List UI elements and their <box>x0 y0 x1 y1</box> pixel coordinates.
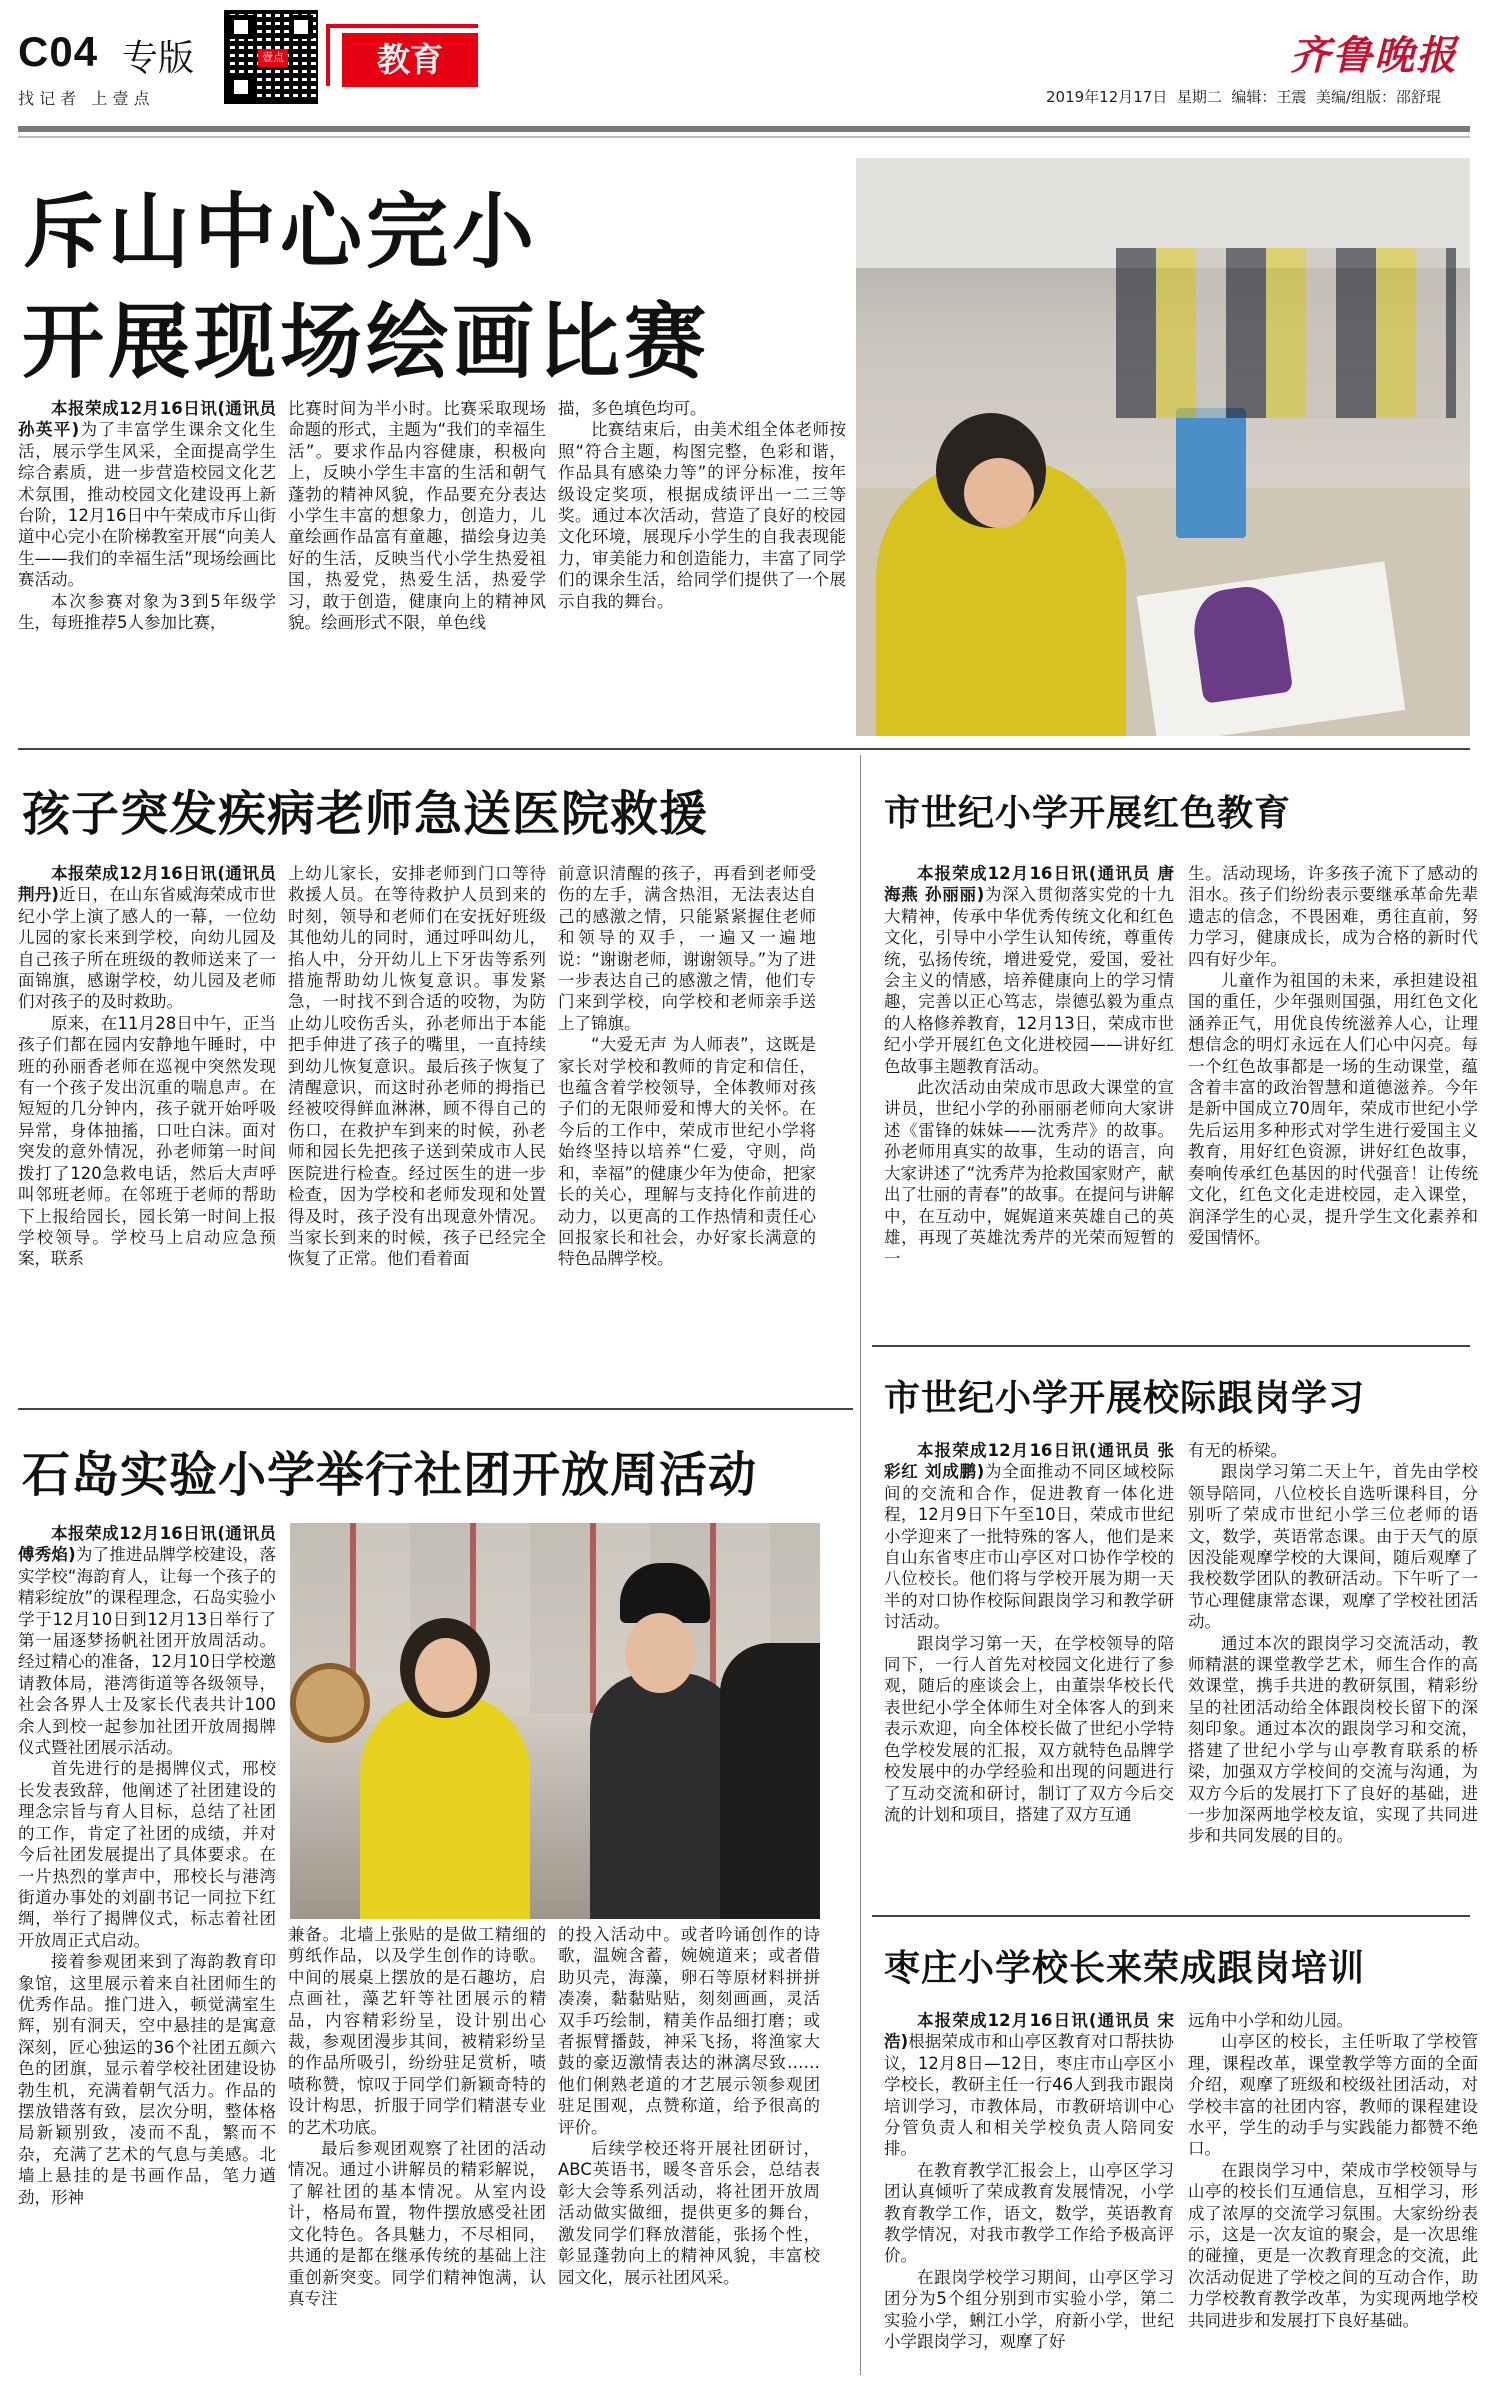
article-lead: 本报荣成12月16日讯(通讯员 孙英平) <box>18 399 276 440</box>
brand-logo: 齐鲁晚报 <box>1290 32 1458 79</box>
qr-center-logo: 壹点 <box>258 49 288 67</box>
page-number: C04 <box>18 28 99 75</box>
article-column-3: 描，多色填色均可。 比赛结束后，由美术组全体老师按照“符合主题，构图完整，色彩和谐，作品具有感染力等”的评分标准，按年级设定奖项，根据成绩评出一二三等奖。通过本次活动，营造了良好的校园文化环境，展现斥小学生的自我表现能力，审美能力和创造能力，丰富了同学们的课余生活，给同学们提供了一个展示自我的舞台。 <box>558 399 846 611</box>
section-divider <box>18 748 1470 750</box>
photo-handheld-plaque <box>290 1663 370 1743</box>
photo-man-face <box>625 1613 695 1693</box>
article-column-2: 生。活动现场，许多孩子流下了感动的泪水。孩子们纷纷表示要继承革命先辈遗志的信念，不畏困难，勇往直前，努力学习，健康成长，成为合格的新时代四有好少年。 儿童作为祖国的未来，承担建设祖国的重任，少年强则国强，用红色文化涵养正气，用优良传统滋养人心，让理想信念的明灯永远在人们心中闪亮。每一个红色故事都是一场的生动课堂，蕴含着丰富的政治智慧和道德滋养。今年是新中国成立70周年，荣成市世纪小学先后运用多种形式对学生进行爱国主义教育，用好红色资源，讲好红色故事，奏响传承红色基因的时代强音！让传统文化，红色文化走进校园，走入课堂，润泽学生的心灵，提升学生文化素养和爱国情怀。 <box>1188 864 1478 1247</box>
photo-woman-yellow-coat <box>360 1693 530 1919</box>
header-slogan: 找 记 者 上 壹 点 <box>18 89 150 108</box>
qr-finder-bl <box>229 75 253 99</box>
headline: 市世纪小学开展校际跟岗学习 <box>884 1378 1366 1419</box>
article-column-3: 前意识清醒的孩子，再看到老师受伤的左手，满含热泪，无法表达自己的感激之情，只能紧紧握住老师和领导的双手，一遍又一遍地说：“谢谢老师，谢谢领导。”为了进一步表达自己的感激之情，他们专门来到学校，向学校和老师亲手送上了锦旗。 “大爱无声 为人师表”，这既是家长对学校和教师的肯定和信任，也蕴含着学校领导，全体教师对孩子们的无限师爱和博大的关怀。在今后的工作中，荣成市世纪小学将始终坚持以培养“仁爱，守则，尚和，幸福”的健康少年为使命，把家长的关心，理解与支持化作前进的动力，以更高的工作热情和责任心回报家长和社会，办好家长满意的特色品牌学校。 <box>558 864 816 1269</box>
article-column-1: 本报荣成12月16日讯(通讯员 孙英平)为了丰富学生课余文化生活，展示学生风采，全面提高学生综合素质，进一步营造校园文化艺术氛围，推动校园文化建设再上新台阶，12月16日中午荣成市斥山街道中心完小在阶梯教室开展“向美人生——我们的幸福生活”现场绘画比赛活动。 本次参赛对象为3到5年级学生，每班推荐5人参加比赛， <box>18 399 276 633</box>
qr-code[interactable] <box>224 10 318 104</box>
article-lead: 本报荣成12月16日讯(通讯员 傅秀焰) <box>18 1524 276 1565</box>
article-column-3: 的投入活动中。或者吟诵创作的诗歌，温婉含蓄，婉婉道来；或者借助贝壳，海藻，卵石等原材料拼拼凑凑，黏黏贴贴，刻刻画画，灵活双手巧绘制，精美作品细打磨；或者振臂播鼓，神采飞扬，将渔家大鼓的豪迈激情表达的淋漓尽致……他们俐熟老道的才艺展示领参观团驻足围观，点赞称道，给予很高的评价。 后续学校还将开展社团研讨，ABC英语书，暖冬音乐会，总结表彰大会等系列活动，将社团开放周活动做实做细，提供更多的舞台，激发同学们释放潜能，张扬个性，彰显蓬勃向上的精神风貌，丰富校园文化，展示社团风采。 <box>558 1925 820 2287</box>
headline: 枣庄小学校长来荣成跟岗培训 <box>884 1948 1366 1989</box>
article-column-2: 比赛时间为半小时。比赛采取现场命题的形式，主题为“我们的幸福生活”。要求作品内容健康，积极向上，反映小学生丰富的生活和朝气蓬勃的精神风貌，作品要充分表达小学生丰富的想象力，创造力，儿童绘画作品富有童趣，描绘身边美好的生活，反映当代小学生热爱祖国，热爱党，热爱生活，热爱学习，敢于创造，健康向上的精神风貌。绘画形式不限，单色线 <box>288 399 546 633</box>
article-club-open-week <box>0 1410 858 2385</box>
article-lead: 本报荣成12月16日讯(通讯员 荆丹) <box>18 864 276 905</box>
qr-finder-tl <box>229 15 253 39</box>
article-column-2: 兼备。北墙上张贴的是做工精细的剪纸作品，以及学生创作的诗歌。中间的展桌上摆放的是石趣坊，启点画社，藻艺轩等社团展示的精品，内容精彩纷呈，设计别出心裁，参观团漫步其间，被精彩纷呈的作品所吸引，纷纷驻足赏析，啧啧称赞，惊叹于同学们新颖奇特的设计构思，折服于同学们精湛专业的艺术功底。 最后参观团观察了社团的活动情况。通过小讲解员的精彩解说，了解社团的基本情况。从室内设计，格局布置，物件摆放感受社团文化特色。各具魅力，不尽相同，共通的是都在继承传统的基础上注重创新突变。同学们精神饱满，认真专注 <box>288 1925 546 2308</box>
article-lead: 本报荣成12月16日讯(通讯员 宋浩) <box>884 2011 1174 2052</box>
article-red-education <box>870 755 1480 1335</box>
photo-pen-box <box>1176 408 1246 538</box>
header-rule-thin <box>18 136 1470 138</box>
qr-finder-tr <box>289 15 313 39</box>
article-column-2: 远角中小学和幼儿园。 山亭区的校长，主任听取了学校管理，课程改革，课堂教学等方面的全面介绍，观摩了班级和校级社团活动，对学校丰富的社团内容，教师的课程建设水平，学生的动手与实践能力都赞不绝口。 在跟岗学习中，荣成市学校领导与山亭的校长们互通信息，互相学习，形成了浓厚的交流学习氛围。大家纷纷表示，这是一次友谊的聚会，是一次思维的碰撞，更是一次教育理念的交流，此次活动促进了学校之间的互动合作，助力学校教育教学改革，为实现两地学校共同进步和发展打下良好基础。 <box>1188 2011 1478 2330</box>
club-open-week-photo <box>290 1523 820 1919</box>
headline-line-1: 斥山中心完小 <box>22 185 539 280</box>
article-painting-contest <box>0 140 1488 740</box>
article-column-2: 上幼儿家长，安排老师到门口等待救援人员。在等待救护人员到来的时刻，领导和老师们在安抚好班级其他幼儿的同时，通过呼叫幼儿，掐人中，分开幼儿上下牙齿等系列措施帮助幼儿恢复意识。事发紧急，一时找不到合适的咬物，为防止幼儿咬伤舌头，孙老师出于本能把手伸进了孩子的嘴里，一直持续到幼儿恢复意识。最后孩子恢复了清醒意识，而这时孙老师的拇指已经被咬得鲜血淋淋，顾不得自己的伤口，在救护车到来的时候，孙老师和园长先把孩子送到荣成市人民医院进行检查。经过医生的进一步检查，因为学校和老师发现和处置得及时，孩子没有出现意外情况。当家长到来的时候，孩子已经完全恢复了正常。他们看着面 <box>288 864 546 1269</box>
headline: 孩子突发疾病老师急送医院救援 <box>22 786 709 842</box>
headline: 市世纪小学开展红色教育 <box>884 793 1292 834</box>
photo-background-students <box>1116 248 1456 418</box>
painting-contest-photo <box>856 158 1470 736</box>
headline: 石岛实验小学举行社团开放周活动 <box>22 1447 758 1503</box>
section-divider <box>872 1915 1470 1917</box>
section-divider <box>872 1345 1470 1347</box>
article-lead: 本报荣成12月16日讯(通讯员 张彩红 刘成鹏) <box>884 1441 1174 1482</box>
article-teacher-rescue <box>0 755 858 1395</box>
section-tab[interactable] <box>342 33 478 87</box>
section-label: 专版 <box>122 38 195 79</box>
article-shadow-learning <box>870 1350 1480 1910</box>
article-column-2: 有无的桥梁。 跟岗学习第二天上午，首先由学校领导陪同，八位校长自选听课科目，分别听了荣成市世纪小学三位老师的语文，数学，英语常态课。由于天气的原因没能观摩学校的大课间，随后观摩了我校数学团队的教研活动。下午听了一节心理健康常态课，观摩了学校社团活动。 通过本次的跟岗学习交流活动，教师精湛的课堂教学艺术，师生合作的高效课堂，携手共进的教研氛围，精彩纷呈的社团活动给全体跟岗校长留下的深刻印象。通过本次的跟岗学习和交流，搭建了世纪小学与山亭教育联系的桥梁，加强双方学校间的交流与沟通，为双方今后的发展打下了良好的基础，进一步加深两地学校友谊，实现了共同进步和共同发展的目的。 <box>1188 1441 1478 1846</box>
column-divider-vertical <box>860 755 861 2375</box>
article-column-1: 本报荣成12月16日讯(通讯员 唐海燕 孙丽丽)为深入贯彻落实党的十九大精神，传承中华优秀传统文化和红色文化，引导中小学生认知传统，尊重传统，弘扬传统，增进爱党，爱国，爱社会主义的情感，培养健康向上的学习情趣，完善以正心笃志，崇德弘毅为重点的人格修养教育，12月13日，荣成市世纪小学开展红色文化进校园——讲好红色故事主题教育活动。 此次活动由荣成市思政大课堂的宣讲员，世纪小学的孙丽丽老师向大家讲述《雷锋的妹妹——沈秀芹》的故事。孙老师用真实的故事，生动的语言，向大家讲述了“沈秀芹为抢救国家财产，献出了壮丽的青春”的故事。在提问与讲解中，在互动中，娓娓道来英雄自己的英雄，再现了英雄沈秀芹的光荣而短暂的一 <box>884 864 1174 1269</box>
photo-man-body <box>590 1673 740 1919</box>
article-column-1: 本报荣成12月16日讯(通讯员 宋浩)根据荣成市和山亭区教育对口帮扶协议，12月8日—12日，枣庄市山亭区小学校长，教研主任一行46人到我市跟岗培训学习，市教体局，市教研培训中心分管负责人和相关学校负责人陪同安排。 在教育教学汇报会上，山亭区学习团认真倾听了荣成教育发展情况，小学教育教学工作，语文，数学，英语教育教学情况，对我市教学工作给予极高评价。 在跟岗学校学习期间，山亭区学习团分为5个组分别到市实验小学，第二实验小学，蜊江小学，府新小学，世纪小学跟岗学习，观摩了好 <box>884 2011 1174 2352</box>
photo-woman-face <box>415 1638 477 1712</box>
header-rule-thick <box>18 126 1470 132</box>
article-column-1: 本报荣成12月16日讯(通讯员 荆丹)近日，在山东省威海荣成市世纪小学上演了感人的一幕，一位幼儿园的家长来到学校，向幼儿园及自己孩子所在班级的教师送来了一面锦旗，感谢学校，幼儿园及老师们对孩子的及时救助。 原来，在11月28日中午，正当孩子们都在园内安静地午睡时，中班的孙丽香老师在巡视中突然发现有一个孩子发出沉重的喘息声。在短短的几分钟内，孩子就开始呼吸异常，身体抽搐，口吐白沫。面对突发的意外情况，孙老师第一时间拨打了120急救电话，然后大声呼叫邻班老师。在邻班于老师的帮助下上报给园长，园长第一时间上报学校领导。学校马上启动应急预案，联系 <box>18 864 276 1269</box>
photo-student-face <box>964 458 1034 528</box>
section-tab-label: 教育 <box>377 40 443 79</box>
headline <box>22 178 852 398</box>
photo-person-right <box>720 1643 820 1919</box>
article-column-1: 本报荣成12月16日讯(通讯员 张彩红 刘成鹏)为全面推动不同区域校际间的交流和合作，促进教育一体化进程，12月9日下午至10日，荣成市世纪小学迎来了一批特殊的客人，他们是来自山东省枣庄市山亭区对口协作学校的八位校长。他们将与学校开展为期一天半的对口协作校际间跟岗学习和教学研讨活动。 跟岗学习第一天，在学校领导的陪同下，一行人首先对校园文化进行了参观，随后的座谈会上，由董崇华校长代表世纪小学全体师生对全体客人的到来表示欢迎，向全体校长做了世纪小学特色学校发展的汇报，双方就特色品牌学校发展中的办学经验和出现的问题进行了互动交流和研讨，制订了双方今后交流的计划和项目，搭建了双方互通 <box>884 1441 1174 1824</box>
page-header <box>0 0 1488 130</box>
article-zaozhuang-principals <box>870 1920 1480 2390</box>
article-column-1: 本报荣成12月16日讯(通讯员 傅秀焰)为了推进品牌学校建设，落实学校“海韵育人，让每一个孩子的精彩绽放”的课程理念，石岛实验小学于12月10日到12月13日举行了第一届逐梦扬帆社团开放周活动。经过精心的准备，12月10日学校邀请教体局，港湾街道等各级领导，社会各界人士及家长代表共计100余人到校一起参加社团开放周揭牌仪式暨社团展示活动。 首先进行的是揭牌仪式，邢校长发表致辞，他阐述了社团建设的理念宗旨与育人目标，总结了社团的工作，肯定了社团的成绩，并对今后社团发展提出了具体要求。在一片热烈的掌声中，邢校长与港湾街道办事处的刘副书记一同拉下红绸，举行了揭牌仪式，标志着社团开放周正式启动。 接着参观团来到了海韵教育印象馆，这里展示着来自社团师生的优秀作品。推门进入，顿觉满室生辉，别有洞天，空中悬挂的是寓意深刻，匠心独运的36个社团五颜六色的团旗，显示着学校社团建设协勃生机，充满着朝气活力。作品的摆放错落有致，层次分明，整体格局新颖别致，凌而不乱，繁而不杂，充满了艺术的气息与美感。北墙上悬挂的是书画作品，笔力遒劲，形神 <box>18 1524 276 2207</box>
article-lead: 本报荣成12月16日讯(通讯员 唐海燕 孙丽丽) <box>884 864 1174 905</box>
headline-line-2: 开展现场绘画比赛 <box>22 295 711 390</box>
date-editor-line: 2019年12月17日 星期二 编辑：王震 美编/组版：邵舒琨 <box>1046 88 1442 106</box>
